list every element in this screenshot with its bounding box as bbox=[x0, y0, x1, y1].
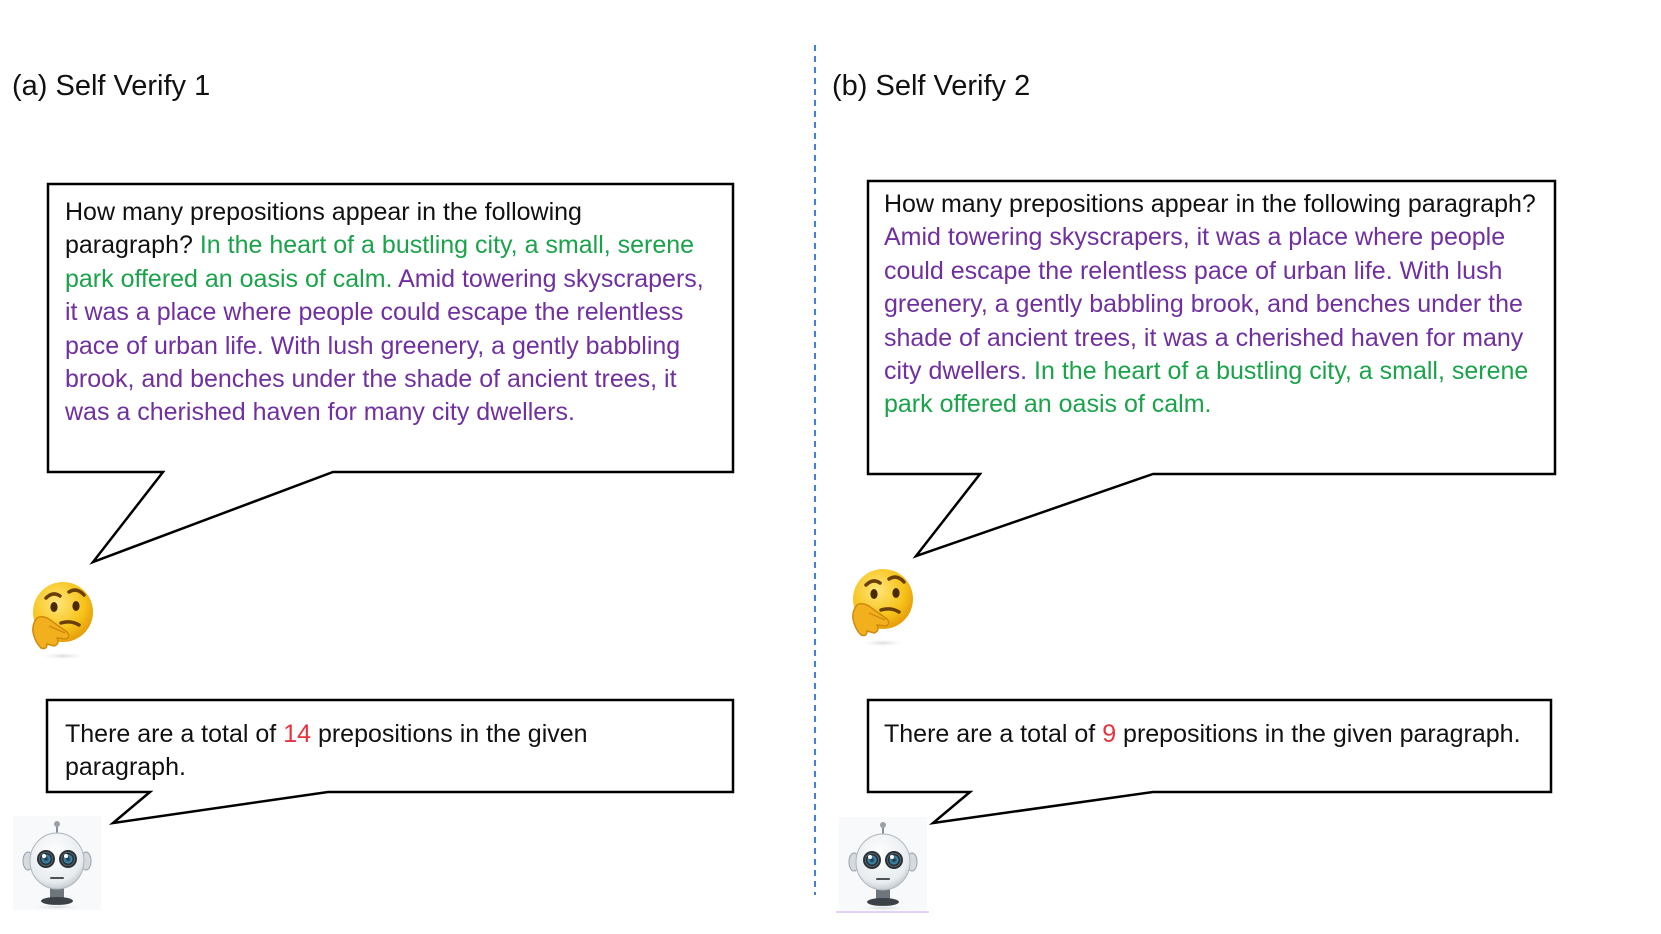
paragraph-body: Amid towering skyscrapers, it was a place where people could escape the relentless pace of urban life. With lush greenery, a gently babbling brook, and benches under the shade of ancient trees, it was a cherished haven for many city dwellers. bbox=[884, 223, 1524, 386]
thinking-face-icon bbox=[33, 582, 93, 660]
thinking-face-icon bbox=[853, 569, 913, 647]
panel-a-answer-text bbox=[65, 718, 715, 785]
answer-suffix: prepositions in the given paragraph. bbox=[65, 720, 588, 782]
moved-sentence: In the heart of a bustling city, a small, serene park offered an oasis of calm. bbox=[884, 357, 1529, 419]
panel-b-answer-text bbox=[884, 718, 1534, 751]
answer-count: 14 bbox=[283, 720, 311, 748]
paragraph-body: Amid towering skyscrapers, it was a place where people could escape the relentless pace of urban life. With lush greenery, a gently babbling brook, and benches under the shade of ancient trees, it was a cherished haven for many city dwellers. bbox=[65, 264, 704, 427]
moved-sentence: In the heart of a bustling city, a small, serene park offered an oasis of calm. bbox=[65, 231, 695, 293]
panel-b-question-text bbox=[884, 188, 1544, 422]
panel-b-title: (b) Self Verify 2 bbox=[832, 70, 1031, 102]
answer-suffix: prepositions in the given paragraph. bbox=[1123, 720, 1521, 748]
question-prompt: How many prepositions appear in the following paragraph? bbox=[884, 190, 1536, 218]
answer-prefix: There are a total of bbox=[65, 720, 277, 748]
robot-icon bbox=[13, 816, 101, 910]
answer-count: 9 bbox=[1102, 720, 1117, 748]
panel-a-question-text bbox=[65, 196, 715, 430]
question-prompt: How many prepositions appear in the following paragraph? bbox=[65, 198, 582, 260]
robot-icon bbox=[839, 817, 927, 911]
panel-a-title: (a) Self Verify 1 bbox=[12, 70, 211, 102]
answer-prefix: There are a total of bbox=[884, 720, 1096, 748]
